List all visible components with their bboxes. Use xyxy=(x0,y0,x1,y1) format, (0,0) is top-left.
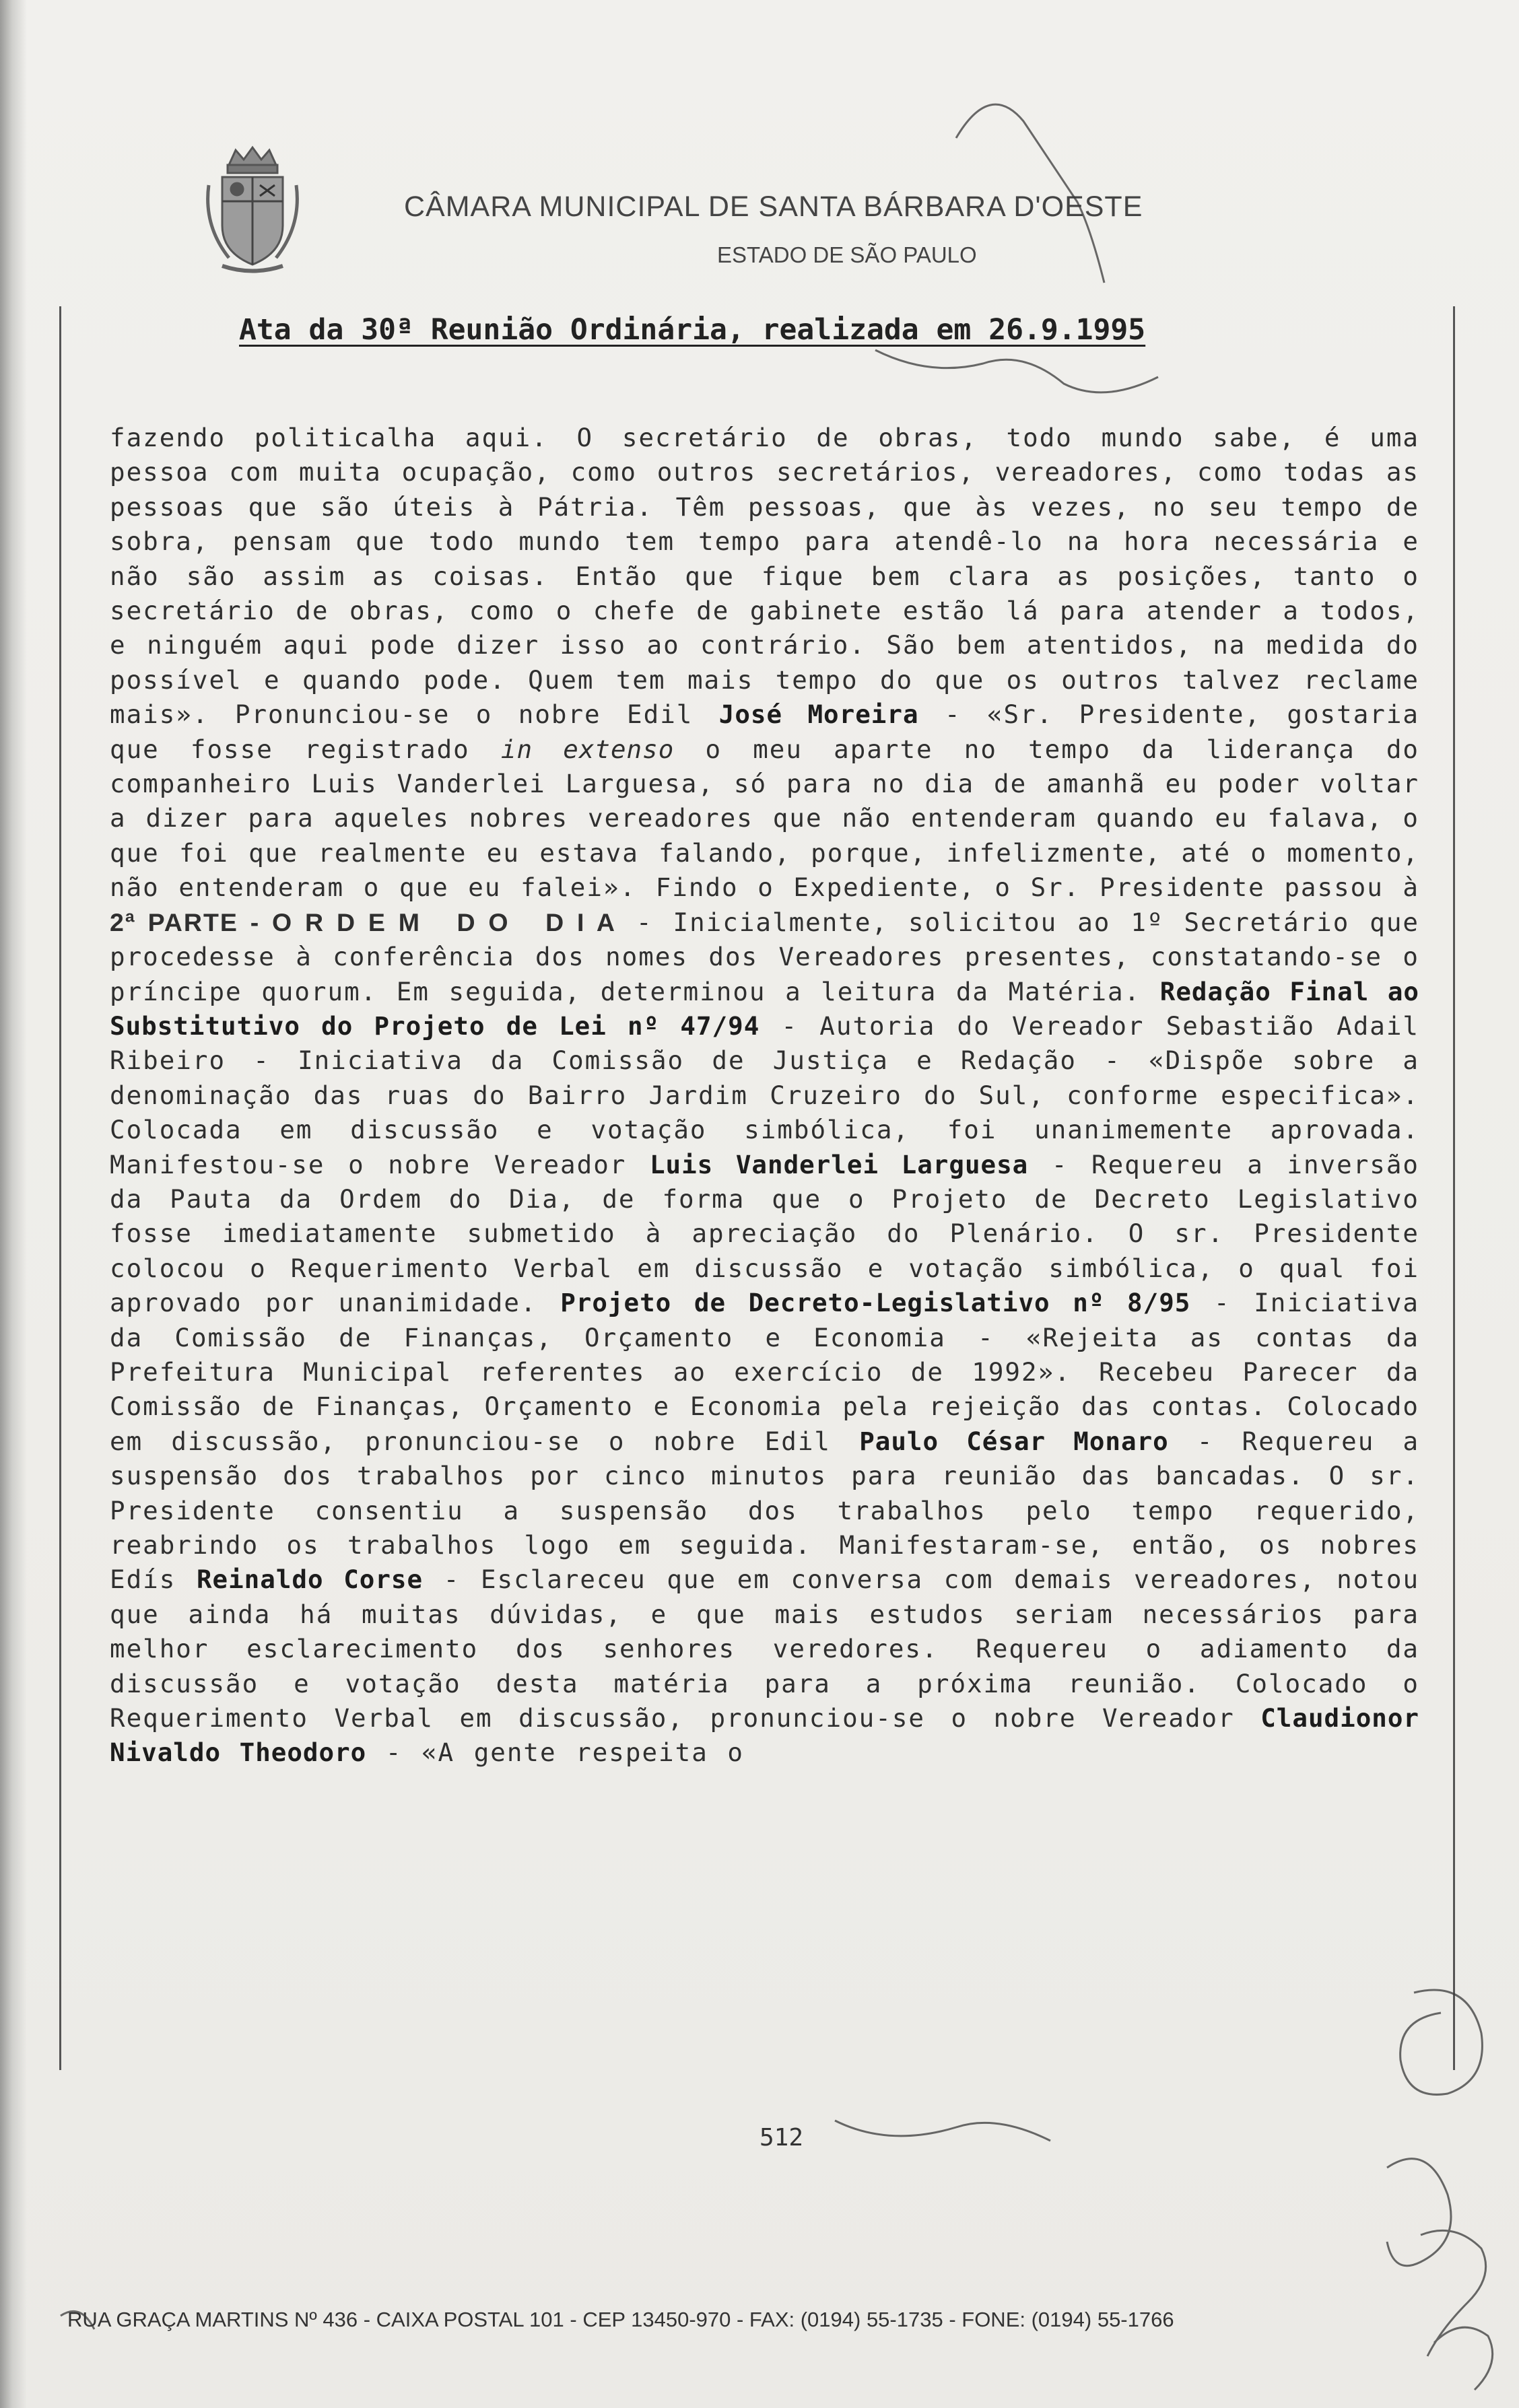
agenda-item-title: Projeto de Decreto-Legislativo nº 8/95 xyxy=(560,1288,1191,1318)
section-heading: 2ª PARTE - O R D E M D O D I A xyxy=(110,907,616,936)
body-text-segment: - Autoria do Vereador Sebastião Adail Ribeiro - Iniciativa da Comissão de Justiça e Redação - «Dispõe sobre a denominação das ruas do Bairro Jardim Cruzeiro do Sul, conforme especifica». Colocada em discussão e votação simbólica, foi unanimemente aprovada. Manifestou-se o nobre Vereador xyxy=(110,1010,1419,1179)
body-text-segment: - Esclareceu que em conversa com demais vereadores, notou que ainda há muitas dúvidas, e que mais estudos seriam necessários para melhor esclarecimento dos senhores veredores. Requereu o adiamento da discussão e votação desta matéria para a próxima reunião. Colocado o Requerimento Verbal em discussão, pronunciou-se o nobre Vereador xyxy=(110,1564,1420,1733)
body-text-segment: - «Sr. Presidente, gostaria que fosse registrado xyxy=(110,699,1419,764)
speaker-name: Paulo César Monaro xyxy=(859,1426,1169,1456)
minutes-body xyxy=(110,421,1419,1770)
institution-name: CÂMARA MUNICIPAL DE SANTA BÁRBARA D'OESTE xyxy=(404,191,1143,223)
body-text-segment: - Iniciativa da Comissão de Finanças, Orçamento e Economia - «Rejeita as contas da Prefeitura Municipal referentes ao exercício de 1992». Recebeu Parecer da Comissão de Finanças, Orçamento e Economia pela rejeição das contas. Colocado em discussão, pronunciou-se o nobre Edil xyxy=(110,1288,1419,1456)
body-text-segment: - Requereu a suspensão dos trabalhos por cinco minutos para reunião das bancadas. O sr. Presidente consentiu a suspensão dos trabalhos pelo tempo requerido, reabrindo os trabalhos logo em seguida. Manifestaram-se, então, os nobres Edís xyxy=(110,1426,1420,1595)
speaker-name: José Moreira xyxy=(718,699,919,730)
page-number: 512 xyxy=(760,2124,804,2152)
speaker-name: Luis Vanderlei Larguesa xyxy=(649,1149,1029,1179)
document-title: Ata da 30ª Reunião Ordinária, realizada em 26.9.1995 xyxy=(239,313,1146,347)
footer-address: RUA GRAÇA MARTINS Nº 436 - CAIXA POSTAL 101 - CEP 13450-970 - FAX: (0194) 55-1735 - FONE: (0194) 55-1766 xyxy=(67,2308,1174,2331)
agenda-item-title: Redação Final ao Substitutivo do Projeto de Lei nº 47/94 xyxy=(110,976,1420,1041)
state-name: ESTADO DE SÃO PAULO xyxy=(717,242,977,267)
municipal-crest-logo xyxy=(202,145,303,276)
latin-term: in extenso xyxy=(500,734,675,764)
body-text-segment: - «A gente respeita o xyxy=(385,1738,744,1768)
right-margin-line xyxy=(1453,306,1455,2070)
body-text-segment: o meu aparte no tempo da liderança do companheiro Luis Vanderlei Larguesa, só para no dia de amanhã eu poder voltar a dizer para aqueles nobres vereadores que não entenderam quando eu falava, o que foi que realmente eu estava falando, porque, infelizmente, até o momento, não entenderam o que eu falei». Findo o Expediente, o Sr. Presidente passou à xyxy=(110,734,1420,903)
body-text-segment: - Requereu a inversão da Pauta da Ordem do Dia, de forma que o Projeto de Decreto Legislativo fosse imediatamente submetido à apreciação do Plenário. O sr. Presidente colocou o Requerimento Verbal em discussão e votação simbólica, o qual foi aprovado por unanimidade. xyxy=(110,1149,1419,1318)
speaker-name: Reinaldo Corse xyxy=(196,1564,424,1595)
body-text-segment: fazendo politicalha aqui. O secretário de obras, todo mundo sabe, é uma pessoa com muita ocupação, como outros secretários, vereadores, como todas as pessoas que são úteis à Pátria. Têm pessoas, que às vezes, no seu tempo de sobra, pensam que todo mundo tem tempo para atendê-lo na hora necessária e não são assim as coisas. Então que fique bem clara as posições, tanto o secretário de obras, como o chefe de gabinete estão lá para atender a todos, e ninguém aqui pode dizer isso ao contrário. São bem atentidos, na medida do possível e quando pode. Quem tem mais tempo do que os outros talvez reclame mais». Pronunciou-se o nobre Edil xyxy=(110,423,1419,730)
speaker-name: Claudionor Nivaldo Theodoro xyxy=(110,1703,1420,1768)
body-text-segment: - Inicialmente, solicitou ao 1º Secretário que procedesse à conferência dos nomes dos Vereadores presentes, constatando-se o príncipe quorum. Em seguida, determinou a leitura da Matéria. xyxy=(110,907,1419,1006)
scan-edge-shadow xyxy=(0,0,27,2408)
left-margin-line xyxy=(59,306,61,2070)
